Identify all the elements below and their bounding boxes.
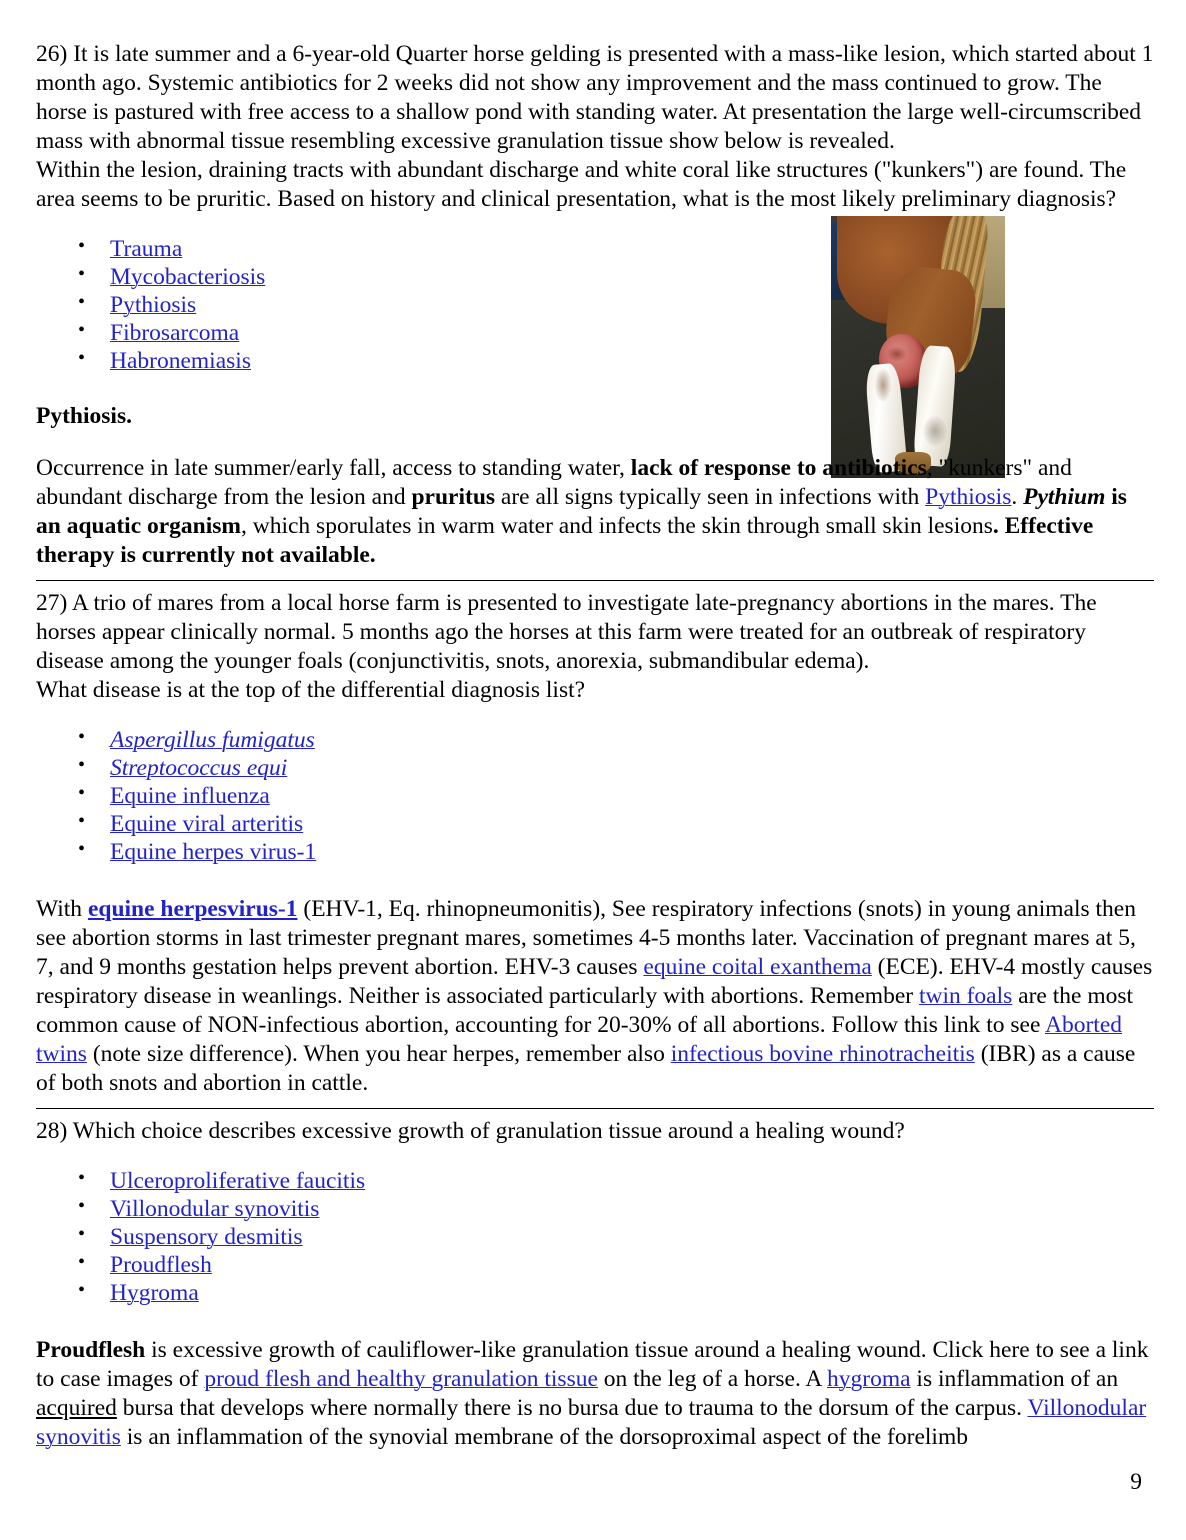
choice-pythiosis[interactable]: Pythiosis <box>110 292 197 318</box>
link-equine-herpesvirus-1[interactable]: equine herpesvirus-1 <box>87 895 298 922</box>
choice-suspensory-desmitis[interactable]: Suspensory desmitis <box>110 1223 303 1250</box>
list-item <box>78 755 1154 783</box>
choice-habronemiasis[interactable]: Habronemiasis <box>110 347 251 374</box>
explanation-text: , which sporulates in warm water and infects the skin through small skin lesions <box>241 513 993 540</box>
list-item <box>78 727 1154 755</box>
list-item <box>78 1224 1154 1252</box>
link-twin-foals[interactable]: twin foals <box>918 982 1013 1009</box>
explanation-text: is inflammation of an <box>910 1365 1119 1392</box>
choice-proudflesh[interactable]: Proudflesh <box>110 1251 212 1278</box>
explanation-text: is an inflammation of the synovial membrane of the dorsoproximal aspect of the forelimb <box>120 1423 968 1450</box>
explanation-bold-no-therapy: . Effective therapy is currently not available. <box>36 513 1094 569</box>
list-item <box>78 320 1154 348</box>
choice-trauma[interactable]: Trauma <box>110 236 183 263</box>
list-item <box>78 348 1154 376</box>
explanation-bold-proudflesh: Proudflesh <box>36 1336 146 1363</box>
question-27-text-part1: 27) A trio of mares from a local horse farm is presented to investigate late-pregnancy abortions in the mares. The horses appear clinically normal. 5 months ago the horses at this farm were treated for an outbreak of respiratory disease among the younger foals (conjunctivitis, snots, anorexia, submandibular edema). <box>36 590 1097 675</box>
list-item <box>78 1168 1154 1196</box>
link-pythiosis[interactable]: Pythiosis <box>925 484 1012 511</box>
explanation-bold-pruritus: pruritus <box>411 484 496 511</box>
explanation-text: , "kunkers" and abundant discharge from the lesion and <box>36 455 1072 511</box>
list-item <box>78 292 1154 320</box>
question-26-choices <box>36 236 1154 376</box>
explanation-text: on the leg of a horse. A <box>597 1365 827 1392</box>
explanation-text: (note size difference). When you hear herpes, remember also <box>86 1041 671 1068</box>
choice-equine-herpes-virus-1[interactable]: Equine herpes virus-1 <box>110 838 317 865</box>
explanation-text: With <box>36 895 88 922</box>
question-26-text-part1: 26) It is late summer and a 6-year-old Quarter horse gelding is presented with a mass-like lesion, which started about 1 month ago. Systemic antibiotics for 2 weeks did not show any improvement and the mass continued to grow. The horse is pastured with free access to a shallow pond with standing water. At presentation the large well-circumscribed mass with abnormal tissue resembling excessive granulation tissue show below is revealed. <box>36 41 1154 155</box>
explanation-text: (EHV-1, Eq. rhinopneumonitis), See respiratory infections (snots) in young animals then see abortion storms in last trimester pregnant mares, sometimes 4-5 months later. Vaccination of pregnant mares at 5, 7, and 9 months gestation helps prevent abortion. EHV-3 causes <box>36 895 1136 980</box>
link-proud-flesh-granulation-tissue[interactable]: proud flesh and healthy granulation tissue <box>204 1365 598 1392</box>
list-item <box>78 783 1154 811</box>
link-infectious-bovine-rhinotracheitis[interactable]: infectious bovine rhinotracheitis <box>670 1041 975 1068</box>
explanation-text: (IBR) as a cause of both snots and abortion in cattle. <box>36 1041 1136 1097</box>
explanation-text: is excessive growth of cauliflower-like granulation tissue around a healing wound. Click here to see a link to case images of <box>36 1336 1149 1392</box>
choice-ulceroproliferative-faucitis[interactable]: Ulceroproliferative faucitis <box>110 1168 366 1195</box>
page-content <box>36 40 1154 1452</box>
link-hygroma[interactable]: hygroma <box>827 1365 911 1392</box>
choice-fibrosarcoma[interactable]: Fibrosarcoma <box>110 319 240 346</box>
choice-aspergillus-fumigatus[interactable]: Aspergillus fumigatus <box>110 727 315 754</box>
question-27-explanation <box>36 895 1154 1098</box>
explanation-text: Occurrence in late summer/early fall, access to standing water, <box>36 455 631 482</box>
choice-hygroma[interactable]: Hygroma <box>110 1279 199 1306</box>
explanation-text: . <box>1011 484 1024 511</box>
choice-mycobacteriosis[interactable]: Mycobacteriosis <box>110 264 266 291</box>
underlined-acquired: acquired <box>36 1394 117 1421</box>
explanation-text: are the most common cause of NON-infectious abortion, accounting for 20-30% of all abortions. Follow this link to see <box>36 982 1134 1038</box>
list-item <box>78 236 1154 264</box>
explanation-text: are all signs typically seen in infections with <box>495 484 926 511</box>
list-item <box>78 1196 1154 1224</box>
section-divider-1 <box>36 580 1154 581</box>
spacer <box>36 867 1154 895</box>
question-26-answer: Pythiosis. <box>36 402 132 429</box>
list-item <box>78 811 1154 839</box>
choice-streptococcus-equi[interactable]: Streptococcus equi <box>110 755 288 782</box>
link-aborted-twins[interactable]: Aborted twins <box>36 1012 1123 1068</box>
question-26-explanation <box>36 454 1154 570</box>
explanation-text: (ECE). EHV-4 mostly causes respiratory disease in weanlings. Neither is associated particularly with abortions. Remember <box>36 953 1153 1009</box>
list-item <box>78 839 1154 867</box>
question-28-text: 28) Which choice describes excessive growth of granulation tissue around a healing wound? <box>36 1118 905 1145</box>
choice-villonodular-synovitis[interactable]: Villonodular synovitis <box>110 1196 320 1223</box>
explanation-bolditalic-pythium: Pythium <box>1023 484 1106 511</box>
question-27-text-part2: What disease is at the top of the differential diagnosis list? <box>36 677 586 704</box>
spacer <box>36 1308 1154 1336</box>
explanation-bold-antibiotics: lack of response to antibiotics <box>630 455 927 482</box>
question-28-explanation <box>36 1336 1154 1452</box>
choice-equine-viral-arteritis[interactable]: Equine viral arteritis <box>110 811 304 838</box>
explanation-bold-aquatic-organism: is an aquatic organism <box>36 484 1127 540</box>
question-27-choices <box>36 727 1154 867</box>
page-number: 9 <box>1130 1469 1142 1495</box>
question-27-block <box>36 589 1154 1098</box>
link-equine-coital-exanthema[interactable]: equine coital exanthema <box>643 953 872 980</box>
link-villonodular-synovitis[interactable]: Villonodular synovitis <box>36 1394 1147 1450</box>
list-item <box>78 264 1154 292</box>
question-26-text-part2: Within the lesion, draining tracts with abundant discharge and white coral like structures ("kunkers") are found. The area seems to be pruritic. Based on history and clinical presentation, what is the most likely preliminary diagnosis? <box>36 157 1127 213</box>
question-26-block <box>36 40 1154 570</box>
choice-equine-influenza[interactable]: Equine influenza <box>110 783 270 810</box>
question-28-choices <box>36 1168 1154 1308</box>
section-divider-2 <box>36 1108 1154 1109</box>
list-item <box>78 1280 1154 1308</box>
explanation-text: bursa that develops where normally there is no bursa due to trauma to the dorsum of the carpus. <box>116 1394 1028 1421</box>
question-28-block <box>36 1117 1154 1452</box>
list-item <box>78 1252 1154 1280</box>
